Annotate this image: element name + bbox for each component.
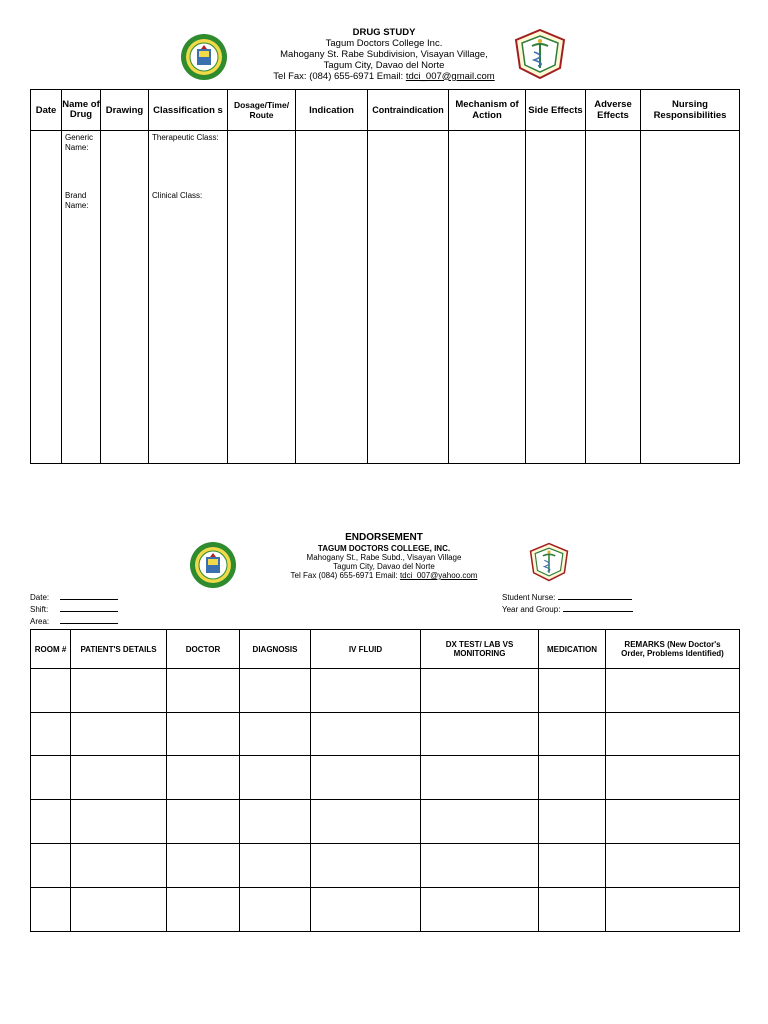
email-link[interactable]: tdci_007@gmail.com [405, 70, 495, 82]
cell-doctor[interactable] [167, 669, 240, 713]
therapeutic-class-label: Therapeutic Class: [152, 133, 219, 142]
endorsement-address-line-2: Tagum City, Davao del Norte [333, 561, 435, 571]
cell-adverse-effects[interactable] [586, 131, 641, 464]
cell-name-of-drug[interactable] [62, 131, 101, 464]
cell-indication[interactable] [296, 131, 368, 464]
area-row [30, 615, 118, 627]
col-drawing: Drawing [101, 90, 149, 131]
cell-remarks[interactable] [606, 756, 740, 800]
date-row [30, 591, 118, 603]
endorsement-contact-prefix: Tel Fax (084) 655-6971 Email: [290, 571, 400, 581]
area-input-line[interactable] [60, 615, 118, 624]
student-nurse-label: Student Nurse: [502, 593, 556, 602]
col-medication: MEDICATION [539, 630, 606, 669]
cell-patients-details[interactable] [71, 669, 167, 713]
year-group-row [502, 603, 633, 615]
col-dosage-time-route: Dosage/Time/ Route [228, 90, 296, 131]
cell-mechanism-of-action[interactable] [449, 131, 526, 464]
endorsement-address-line-1: Mahogany St., Rabe Subd., Visayan Village [306, 552, 462, 562]
cell-dx-test[interactable] [421, 669, 539, 713]
table-row [31, 669, 740, 713]
address-line-2: Tagum City, Davao del Norte [323, 59, 445, 71]
cell-remarks[interactable] [606, 800, 740, 844]
cell-contraindication[interactable] [368, 131, 449, 464]
col-contraindication: Contraindication [368, 90, 449, 131]
cell-medication[interactable] [539, 713, 606, 756]
cell-dx-test[interactable] [421, 800, 539, 844]
endorsement-school-name: TAGUM DOCTORS COLLEGE, INC. [317, 543, 451, 553]
col-nursing-responsibilities: Nursing Responsibilities [641, 90, 740, 131]
year-group-input-line[interactable] [563, 603, 633, 612]
table-row [31, 713, 740, 756]
cell-dosage-time-route[interactable] [228, 131, 296, 464]
nursing-caduceus-logo-right-2 [526, 542, 572, 582]
cell-diagnosis[interactable] [240, 800, 311, 844]
cell-room-number[interactable] [31, 756, 71, 800]
cell-diagnosis[interactable] [240, 756, 311, 800]
col-indication: Indication [296, 90, 368, 131]
endorsement-contact-line [254, 571, 514, 580]
cell-iv-fluid[interactable] [311, 800, 421, 844]
cell-medication[interactable] [539, 669, 606, 713]
address-line-1: Mahogany St. Rabe Subdivision, Visayan Village, [280, 48, 488, 60]
cell-room-number[interactable] [31, 888, 71, 932]
cell-date[interactable] [31, 131, 62, 464]
endorsement-title: ENDORSEMENT [345, 532, 423, 543]
date-shift-area-fields [30, 591, 118, 627]
cell-iv-fluid[interactable] [311, 888, 421, 932]
shift-label: Shift: [30, 605, 49, 614]
student-nurse-input-line[interactable] [558, 591, 632, 600]
cell-room-number[interactable] [31, 800, 71, 844]
cell-diagnosis[interactable] [240, 669, 311, 713]
college-seal-logo-left-2 [189, 541, 237, 589]
cell-doctor[interactable] [167, 844, 240, 888]
drug-study-table [30, 89, 740, 464]
col-date: Date [31, 90, 62, 131]
cell-classifications[interactable] [149, 131, 228, 464]
cell-nursing-responsibilities[interactable] [641, 131, 740, 464]
drug-study-title: DRUG STUDY [352, 27, 416, 38]
student-nurse-row [502, 591, 633, 603]
generic-name-label: Generic Name: [65, 133, 94, 152]
cell-medication[interactable] [539, 756, 606, 800]
table-row [31, 888, 740, 932]
cell-doctor[interactable] [167, 888, 240, 932]
endorsement-header-row [31, 630, 740, 669]
col-patients-details: PATIENT'S DETAILS [71, 630, 167, 669]
cell-patients-details[interactable] [71, 844, 167, 888]
cell-patients-details[interactable] [71, 800, 167, 844]
date-label: Date: [30, 593, 50, 602]
cell-remarks[interactable] [606, 844, 740, 888]
year-group-label: Year and Group: [502, 605, 561, 614]
date-input-line[interactable] [60, 591, 118, 600]
endorsement-email-link[interactable]: tdci_007@yahoo.com [399, 571, 478, 581]
cell-room-number[interactable] [31, 713, 71, 756]
cell-remarks[interactable] [606, 713, 740, 756]
student-fields [502, 591, 633, 615]
table-row [31, 844, 740, 888]
cell-side-effects[interactable] [526, 131, 586, 464]
cell-iv-fluid[interactable] [311, 844, 421, 888]
endorsement-header [254, 532, 514, 580]
college-seal-logo-left [180, 33, 228, 81]
contact-prefix: Tel Fax: (084) 655-6971 Email: [273, 70, 406, 82]
cell-patients-details[interactable] [71, 888, 167, 932]
cell-drawing[interactable] [101, 131, 149, 464]
cell-doctor[interactable] [167, 713, 240, 756]
cell-patients-details[interactable] [71, 756, 167, 800]
school-name: Tagum Doctors College Inc. [325, 37, 443, 49]
cell-dx-test[interactable] [421, 888, 539, 932]
area-label: Area: [30, 617, 50, 626]
shift-row [30, 603, 118, 615]
contact-line [234, 72, 534, 83]
cell-iv-fluid[interactable] [311, 756, 421, 800]
cell-dx-test[interactable] [421, 844, 539, 888]
col-side-effects: Side Effects [526, 90, 586, 131]
drug-study-header-row [31, 90, 740, 131]
col-room-number: ROOM # [31, 630, 71, 669]
cell-medication[interactable] [539, 800, 606, 844]
cell-dx-test[interactable] [421, 756, 539, 800]
cell-patients-details[interactable] [71, 713, 167, 756]
cell-medication[interactable] [539, 888, 606, 932]
col-name-of-drug: Name of Drug [62, 90, 101, 131]
cell-diagnosis[interactable] [240, 713, 311, 756]
cell-doctor[interactable] [167, 756, 240, 800]
cell-remarks[interactable] [606, 669, 740, 713]
col-classifications: Classification s [149, 90, 228, 131]
nursing-caduceus-logo-right [512, 28, 568, 80]
cell-dx-test[interactable] [421, 713, 539, 756]
col-doctor: DOCTOR [167, 630, 240, 669]
clinical-class-label: Clinical Class: [152, 191, 203, 200]
cell-room-number[interactable] [31, 669, 71, 713]
table-row [31, 756, 740, 800]
col-remarks: REMARKS (New Doctor's Order, Problems Identified) [606, 630, 740, 669]
cell-iv-fluid[interactable] [311, 669, 421, 713]
brand-name-label: Brand Name: [65, 191, 89, 210]
cell-diagnosis[interactable] [240, 888, 311, 932]
cell-room-number[interactable] [31, 844, 71, 888]
cell-medication[interactable] [539, 844, 606, 888]
cell-iv-fluid[interactable] [311, 713, 421, 756]
drug-study-header [234, 28, 534, 83]
endorsement-table [30, 629, 740, 932]
shift-input-line[interactable] [60, 603, 118, 612]
cell-remarks[interactable] [606, 888, 740, 932]
col-diagnosis: DIAGNOSIS [240, 630, 311, 669]
drug-study-body-row [31, 131, 740, 464]
cell-doctor[interactable] [167, 800, 240, 844]
table-row [31, 800, 740, 844]
col-dx-test-lab-vs-monitoring: DX TEST/ LAB VS MONITORING [421, 630, 539, 669]
cell-diagnosis[interactable] [240, 844, 311, 888]
col-iv-fluid: IV FLUID [311, 630, 421, 669]
col-mechanism-of-action: Mechanism of Action [449, 90, 526, 131]
col-adverse-effects: Adverse Effects [586, 90, 641, 131]
